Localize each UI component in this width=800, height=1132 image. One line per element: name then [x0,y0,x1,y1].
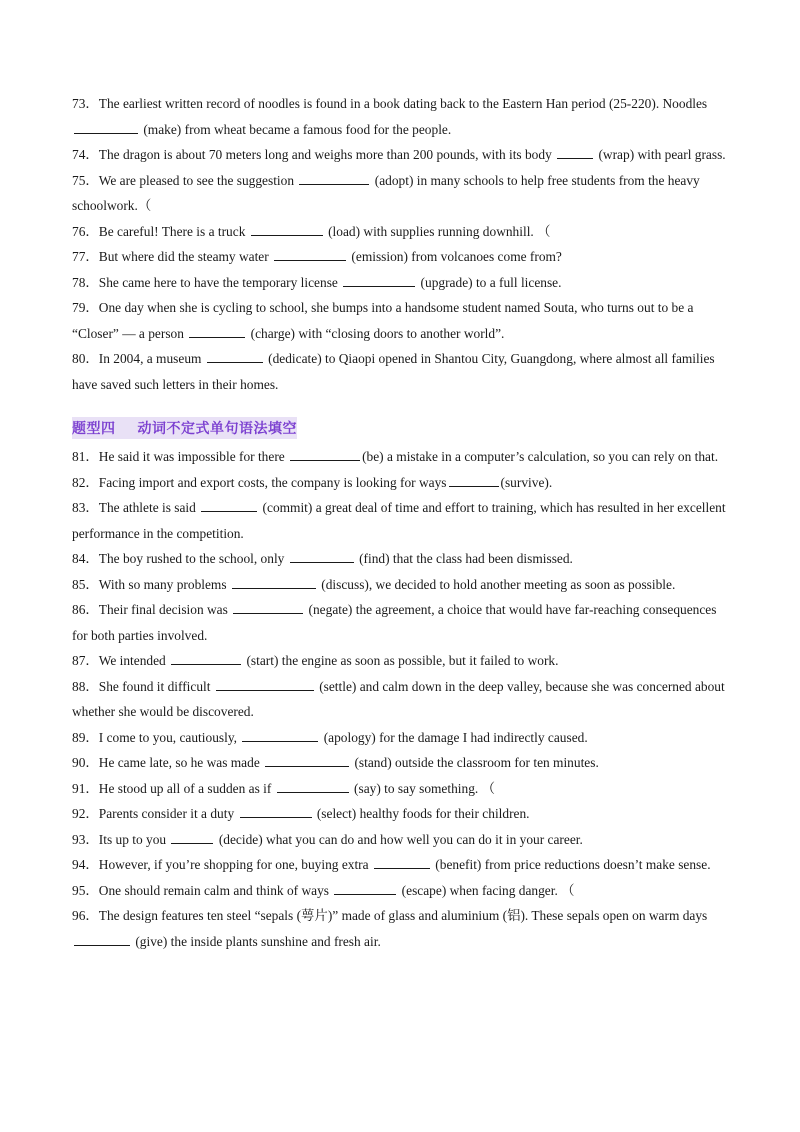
answer-blank[interactable] [251,223,323,236]
question-text: 78．She came here to have the temporary license [72,274,342,290]
question-text: (charge) with “closing doors to another world”. [247,325,505,341]
worksheet-page [72,91,732,954]
question-item [72,270,732,296]
answer-blank[interactable] [265,754,349,767]
question-item [72,903,732,954]
question-text: (stand) outside the classroom for ten minutes. [351,755,599,770]
answer-blank[interactable] [201,499,257,512]
question-text: 75．We are pleased to see the suggestion [72,172,298,188]
answer-blank[interactable] [232,576,316,589]
question-text: 91．He stood up all of a sudden as if [72,780,275,796]
answer-blank[interactable] [557,146,593,159]
question-item [72,750,732,776]
answer-blank[interactable] [449,474,499,487]
question-item [72,546,732,572]
question-text: (emission) from volcanoes come from? [348,249,562,264]
question-text: (load) with supplies running downhill. （ [324,223,551,239]
question-text: (wrap) with pearl grass. [595,147,726,162]
question-text: 96．The design features ten steel “sepals (萼片)” made of glass and aluminium (铝). These sepals open on warm days [72,908,708,923]
question-item [72,244,732,270]
question-text: 95．One should remain calm and think of ways [72,882,333,898]
question-text: (give) the inside plants sunshine and fresh air. [132,933,381,949]
question-item [72,444,732,470]
question-item [72,852,732,878]
answer-blank[interactable] [374,856,430,869]
question-text: (commit) a great deal of time and effort to training, which has resulted in her excellent performance in the competition. [72,500,726,541]
question-text: (dedicate) to Qiaopi opened in Shantou City, Guangdong, where almost all families have saved such letters in their homes. [72,351,715,392]
question-text: (discuss), we decided to hold another meeting as soon as possible. [317,576,676,592]
question-item [72,827,732,853]
question-text: 84．The boy rushed to the school, only [72,551,288,566]
answer-blank[interactable] [171,652,241,665]
question-text: 76．Be careful! There is a truck [72,223,249,239]
question-text: (apology) for the damage I had indirectly caused. [320,729,588,745]
question-item [72,346,732,397]
answer-blank[interactable] [290,550,354,563]
answer-blank[interactable] [233,601,303,614]
question-item [72,91,732,142]
question-text: (start) the engine as soon as possible, but it failed to work. [243,653,559,668]
question-text: 94．However, if you’re shopping for one, buying extra [72,857,372,872]
question-text: (escape) when facing danger. （ [398,882,575,898]
question-text: 89．I come to you, cautiously, [72,729,241,745]
answer-blank[interactable] [207,350,263,363]
answer-blank[interactable] [343,274,415,287]
answer-blank[interactable] [334,882,396,895]
question-item [72,674,732,725]
answer-blank[interactable] [277,780,349,793]
question-item [72,572,732,598]
question-item [72,295,732,346]
question-item [72,776,732,802]
answer-blank[interactable] [290,448,360,461]
question-text: (be) a mistake in a computer’s calculation, so you can rely on that. [362,449,719,464]
question-text: (find) that the class had been dismissed. [355,551,573,566]
question-text: (select) healthy foods for their children. [313,806,530,821]
answer-blank[interactable] [299,172,369,185]
section-header [72,416,732,440]
answer-blank[interactable] [171,831,213,844]
question-text: 81．He said it was impossible for there [72,449,289,464]
question-text: (say) to say something. （ [350,780,495,796]
question-text: 74．The dragon is about 70 meters long and weighs more than 200 pounds, with its body [72,147,556,162]
answer-blank[interactable] [74,121,138,134]
question-list-part1 [72,91,732,397]
question-item [72,878,732,904]
question-text: (make) from wheat became a famous food for the people. [140,121,452,137]
question-text: 80．In 2004, a museum [72,351,205,366]
question-text: 82．Facing import and export costs, the company is looking for ways [72,474,447,490]
question-text: 85．With so many problems [72,576,230,592]
question-text: 86．Their final decision was [72,602,232,617]
question-item [72,648,732,674]
question-text: (upgrade) to a full license. [417,274,562,290]
question-item [72,168,732,219]
question-item [72,725,732,751]
answer-blank[interactable] [216,678,314,691]
question-text: (adopt) in many schools to help free students from the heavy schoolwork.（ [72,172,700,213]
question-text: 83．The athlete is said [72,500,200,515]
question-item [72,142,732,168]
question-text: (settle) and calm down in the deep valley, because she was concerned about whether she would be discovered. [72,678,725,719]
question-text: (benefit) from price reductions doesn’t make sense. [431,857,711,872]
question-text: 93．Its up to you [72,831,170,847]
question-item [72,495,732,546]
question-text: (survive). [500,474,553,490]
question-text: 90．He came late, so he was made [72,755,264,770]
question-text: 79．One day when she is cycling to school, she bumps into a handsome student named Souta, who turns out to be a “Closer” — a person [72,300,694,341]
section-label: 题型四 [72,421,116,437]
question-item [72,597,732,648]
answer-blank[interactable] [274,248,346,261]
question-text: 77．But where did the steamy water [72,249,273,264]
answer-blank[interactable] [189,325,245,338]
section-title-highlight [72,417,297,439]
question-item [72,470,732,496]
question-text: (decide) what you can do and how well you can do it in your career. [215,831,583,847]
question-item [72,219,732,245]
section-title: 动词不定式单句语法填空 [137,421,297,437]
answer-blank[interactable] [242,729,318,742]
question-text: 73．The earliest written record of noodles is found in a book dating back to the Eastern Han period (25-220). Noodles [72,96,708,111]
question-text: (negate) the agreement, a choice that would have far-reaching consequences for both parties involved. [72,602,717,643]
answer-blank[interactable] [240,805,312,818]
question-list-part2 [72,444,732,954]
question-text: 88．She found it difficult [72,678,214,694]
question-text: 87．We intended [72,653,170,668]
question-item [72,801,732,827]
answer-blank[interactable] [74,933,130,946]
question-text: 92．Parents consider it a duty [72,806,238,821]
